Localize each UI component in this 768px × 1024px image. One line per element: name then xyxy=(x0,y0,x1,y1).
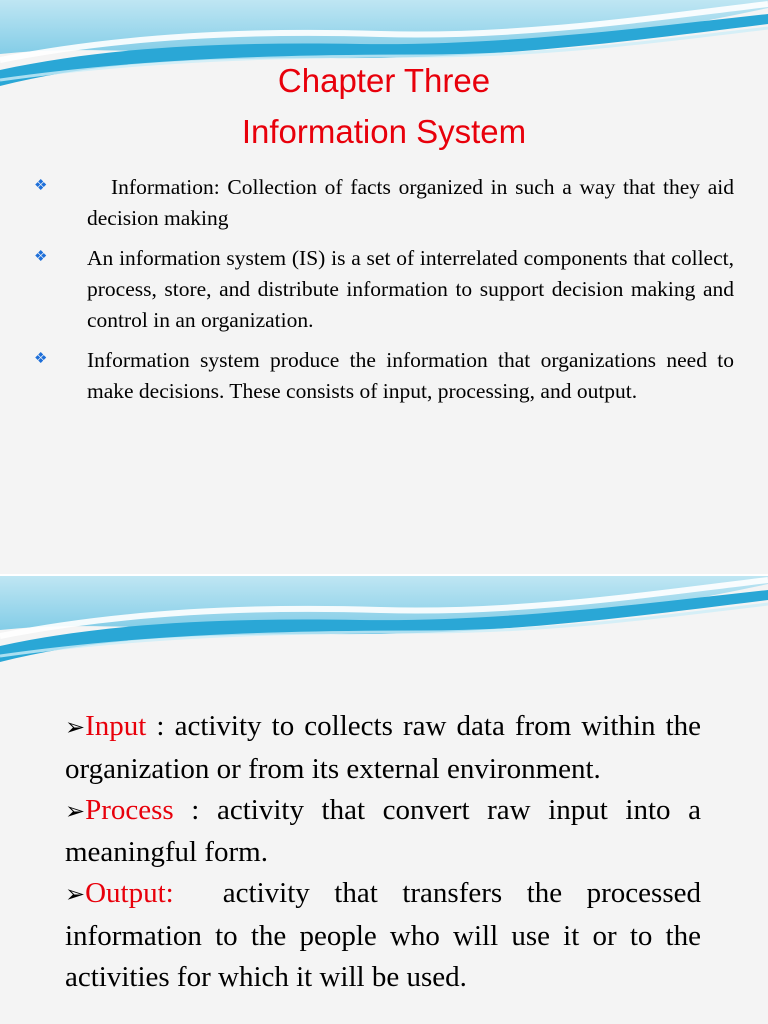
header-wave-graphic xyxy=(0,576,768,668)
term-separator: : xyxy=(173,793,217,826)
bullet-item xyxy=(34,172,734,234)
bullet-text: Information system produce the information that organizations need to make decisions. These consists of input, processing, and output. xyxy=(87,348,734,403)
term-separator: : xyxy=(146,710,175,742)
term-label: Process xyxy=(85,793,174,826)
arrow-bullet-icon: ➢ xyxy=(65,882,86,909)
bullet-item xyxy=(34,345,734,407)
diamond-bullet-icon: ❖ xyxy=(34,249,48,265)
arrow-bullet-icon: ➢ xyxy=(65,798,86,825)
bullet-text: An information system (IS) is a set of interrelated components that collect, process, store, and distribute information to support decision making and control in an organization. xyxy=(87,246,734,332)
definition-list xyxy=(65,706,701,998)
bullet-list xyxy=(34,172,734,416)
definition-item-input xyxy=(65,706,701,790)
diamond-bullet-icon: ❖ xyxy=(34,351,48,367)
definition-item-process xyxy=(65,790,701,874)
bullet-item xyxy=(34,243,734,336)
term-separator xyxy=(174,877,223,909)
slide-title-line-2: Information System xyxy=(241,113,527,150)
definition-text: activity to collects raw data from within the organization or from its external environment. xyxy=(65,710,701,785)
term-label: Output: xyxy=(85,877,174,910)
definition-item-output xyxy=(65,873,701,997)
bullet-text: Information: Collection of facts organized in such a way that they aid decision making xyxy=(87,175,734,230)
slide-title-line-1: Chapter Three xyxy=(277,62,491,99)
definition-text: activity that convert raw input into a meaningful form. xyxy=(65,793,701,869)
term-label: Input xyxy=(85,710,147,742)
diamond-bullet-icon: ❖ xyxy=(34,178,48,194)
definition-text: activity that transfers the processed information to the people who will use it or to the activities for which it will be used. xyxy=(65,877,701,993)
arrow-bullet-icon: ➢ xyxy=(65,715,86,741)
